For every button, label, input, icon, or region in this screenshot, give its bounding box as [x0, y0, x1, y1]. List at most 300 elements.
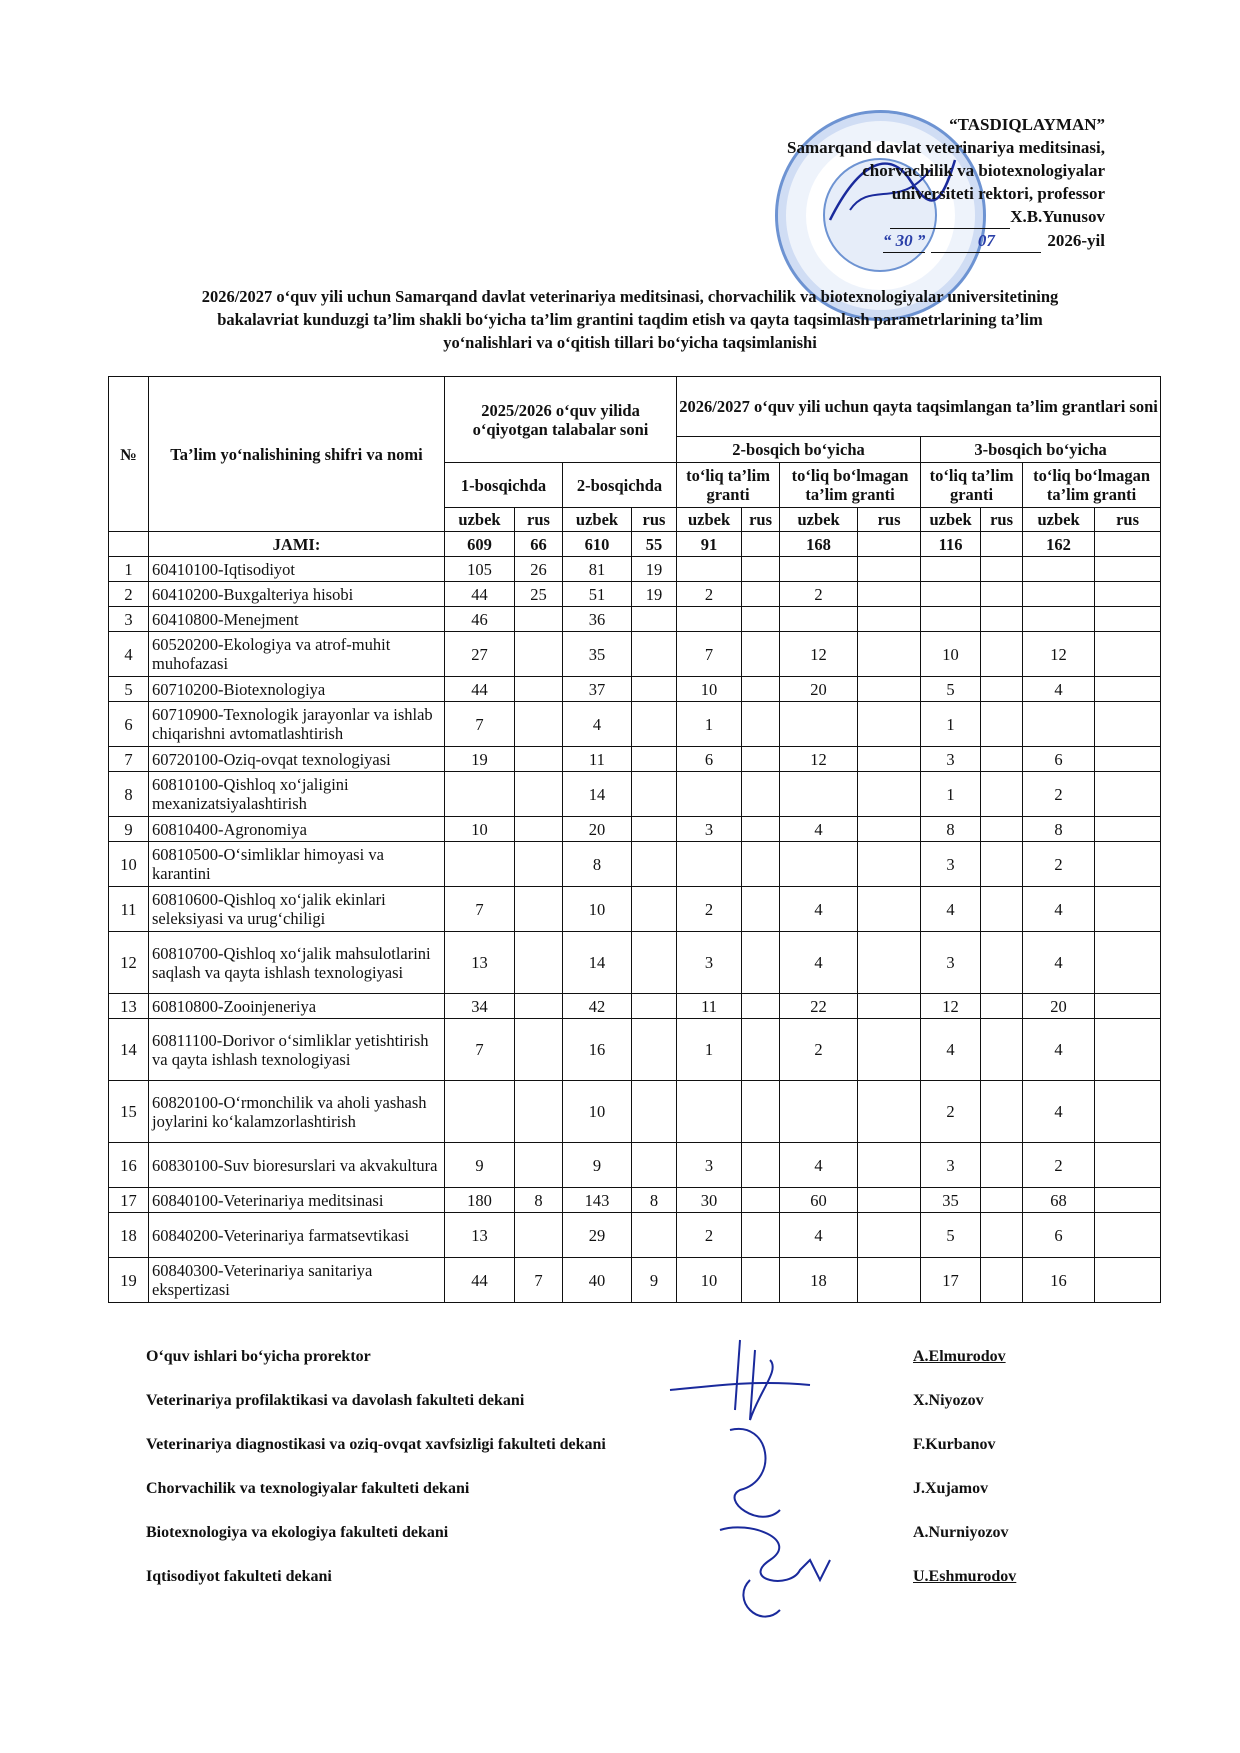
row-number: 4: [109, 632, 149, 677]
value-cell: [632, 607, 677, 632]
table-row: [109, 842, 1161, 887]
row-number: 11: [109, 887, 149, 932]
value-cell: 2: [780, 582, 858, 607]
table-row: [109, 1143, 1161, 1188]
value-cell: [1095, 932, 1161, 994]
row-number: 16: [109, 1143, 149, 1188]
value-cell: [742, 994, 780, 1019]
value-cell: [1095, 607, 1161, 632]
value-cell: [1095, 1019, 1161, 1081]
value-cell: 68: [1023, 1188, 1095, 1213]
value-cell: 4: [1023, 1081, 1095, 1143]
program-name: 60410200-Buxgalteriya hisobi: [149, 582, 445, 607]
value-cell: [742, 677, 780, 702]
signatory-name: F.Kurbanov: [913, 1436, 996, 1453]
value-cell: [1095, 1081, 1161, 1143]
value-cell: 8: [1023, 817, 1095, 842]
value-cell: [677, 1081, 742, 1143]
value-cell: 4: [921, 1019, 981, 1081]
value-cell: [858, 1213, 921, 1258]
value-cell: 4: [1023, 932, 1095, 994]
table-row: [109, 1188, 1161, 1213]
value-cell: [515, 677, 563, 702]
value-cell: 4: [1023, 887, 1095, 932]
table-row: [109, 607, 1161, 632]
value-cell: 46: [445, 607, 515, 632]
value-cell: 30: [677, 1188, 742, 1213]
value-cell: 2: [1023, 842, 1095, 887]
value-cell: [858, 1019, 921, 1081]
program-name: 60840200-Veterinariya farmatsevtikasi: [149, 1213, 445, 1258]
value-cell: [515, 747, 563, 772]
value-cell: [1095, 747, 1161, 772]
row-number: 15: [109, 1081, 149, 1143]
value-cell: 12: [780, 632, 858, 677]
program-name: 60710900-Texnologik jarayonlar va ishlab chiqarishni avtomatlashtirish: [149, 702, 445, 747]
program-name: 60810400-Agronomiya: [149, 817, 445, 842]
value-cell: [858, 557, 921, 582]
header-lang-rus: rus: [1095, 508, 1161, 532]
value-cell: 22: [780, 994, 858, 1019]
header-by-stage-3: 3-bosqich bo‘yicha: [921, 437, 1161, 463]
value-cell: [1095, 994, 1161, 1019]
signatory-name: A.Nurniyozov: [913, 1524, 1009, 1541]
value-cell: [1095, 582, 1161, 607]
value-cell: 7: [445, 702, 515, 747]
value-cell: [1095, 702, 1161, 747]
header-lang-uzbek: uzbek: [921, 508, 981, 532]
value-cell: 3: [677, 932, 742, 994]
value-cell: 14: [563, 772, 632, 817]
value-cell: 16: [563, 1019, 632, 1081]
value-cell: 20: [563, 817, 632, 842]
row-number: 5: [109, 677, 149, 702]
value-cell: [1095, 1188, 1161, 1213]
value-cell: [858, 932, 921, 994]
header-lang-rus: rus: [632, 508, 677, 532]
header-redistributed-grants: 2026/2027 o‘quv yili uchun qayta taqsimlangan ta’lim grantlari soni: [677, 377, 1161, 437]
value-cell: [858, 817, 921, 842]
value-cell: [515, 632, 563, 677]
value-cell: [1095, 887, 1161, 932]
value-cell: [632, 994, 677, 1019]
value-cell: 40: [563, 1258, 632, 1303]
value-cell: 4: [780, 1213, 858, 1258]
value-cell: 7: [677, 632, 742, 677]
value-cell: 17: [921, 1258, 981, 1303]
approval-block: [760, 113, 1105, 253]
value-cell: [515, 994, 563, 1019]
header-stage-1: 1-bosqichda: [445, 463, 563, 508]
value-cell: 26: [515, 557, 563, 582]
value-cell: [858, 842, 921, 887]
program-name: 60840100-Veterinariya meditsinasi: [149, 1188, 445, 1213]
value-cell: [742, 1258, 780, 1303]
value-cell: [981, 772, 1023, 817]
value-cell: [1095, 1258, 1161, 1303]
signatory-name: J.Xujamov: [913, 1480, 989, 1497]
value-cell: [858, 772, 921, 817]
signatory-name: X.Niyozov: [913, 1392, 984, 1409]
value-cell: 36: [563, 607, 632, 632]
row-number: 13: [109, 994, 149, 1019]
value-cell: 35: [921, 1188, 981, 1213]
value-cell: 37: [563, 677, 632, 702]
value-cell: 4: [921, 887, 981, 932]
value-cell: [981, 632, 1023, 677]
value-cell: [981, 994, 1023, 1019]
program-name: 60840300-Veterinariya sanitariya ekspertizasi: [149, 1258, 445, 1303]
value-cell: 2: [677, 1213, 742, 1258]
value-cell: [515, 702, 563, 747]
signatory-role: Biotexnologiya va ekologiya fakulteti dekani: [146, 1524, 449, 1541]
value-cell: 29: [563, 1213, 632, 1258]
value-cell: [742, 582, 780, 607]
value-cell: [981, 557, 1023, 582]
signature-row: [146, 1348, 1106, 1372]
title-line-2: bakalavriat kunduzgi ta’lim shakli bo‘yicha ta’lim grantini taqdim etish va qayta taqsimlash parametrlarining ta’lim: [217, 310, 1043, 329]
value-cell: [742, 632, 780, 677]
program-name: 60710200-Biotexnologiya: [149, 677, 445, 702]
value-cell: 11: [563, 747, 632, 772]
row-number: 2: [109, 582, 149, 607]
value-cell: [632, 842, 677, 887]
value-cell: [515, 817, 563, 842]
program-name: 60820100-O‘rmonchilik va aholi yashash joylarini ko‘kalamzorlashtirish: [149, 1081, 445, 1143]
signatory-role: O‘quv ishlari bo‘yicha prorektor: [146, 1348, 371, 1365]
value-cell: [981, 817, 1023, 842]
value-cell: [742, 557, 780, 582]
value-cell: 35: [563, 632, 632, 677]
approval-year: 2026-yil: [1047, 231, 1105, 250]
value-cell: [515, 842, 563, 887]
value-cell: 1: [921, 702, 981, 747]
table-row: [109, 887, 1161, 932]
value-cell: [921, 582, 981, 607]
table-row: [109, 1081, 1161, 1143]
value-cell: 25: [515, 582, 563, 607]
value-cell: [981, 1188, 1023, 1213]
table-row: [109, 747, 1161, 772]
value-cell: [515, 772, 563, 817]
total-cell: 66: [515, 532, 563, 557]
value-cell: 8: [563, 842, 632, 887]
title-line-1: 2026/2027 o‘quv yili uchun Samarqand davlat veterinariya meditsinasi, chorvachilik va biotexnologiyalar universitetining: [201, 287, 1059, 306]
value-cell: 10: [677, 1258, 742, 1303]
value-cell: 20: [1023, 994, 1095, 1019]
value-cell: [445, 772, 515, 817]
value-cell: [632, 1081, 677, 1143]
grant-distribution-table: [108, 376, 1161, 1303]
table-row: [109, 994, 1161, 1019]
program-name: 60810500-O‘simliklar himoyasi va karantini: [149, 842, 445, 887]
row-number: 17: [109, 1188, 149, 1213]
value-cell: 4: [780, 932, 858, 994]
total-cell: 610: [563, 532, 632, 557]
value-cell: [742, 1081, 780, 1143]
value-cell: 11: [677, 994, 742, 1019]
value-cell: [632, 1019, 677, 1081]
total-row: [109, 532, 1161, 557]
value-cell: [981, 702, 1023, 747]
value-cell: 180: [445, 1188, 515, 1213]
value-cell: [780, 702, 858, 747]
value-cell: 3: [921, 842, 981, 887]
value-cell: [632, 887, 677, 932]
signature-row: [146, 1524, 1106, 1548]
row-number: 3: [109, 607, 149, 632]
value-cell: [921, 607, 981, 632]
value-cell: 7: [445, 1019, 515, 1081]
signatory-name: A.Elmurodov: [913, 1348, 1006, 1365]
value-cell: 4: [780, 1143, 858, 1188]
value-cell: [780, 607, 858, 632]
value-cell: [742, 842, 780, 887]
row-number: 14: [109, 1019, 149, 1081]
value-cell: [981, 1019, 1023, 1081]
approval-signer-line: [760, 205, 1105, 229]
value-cell: [981, 747, 1023, 772]
value-cell: 6: [677, 747, 742, 772]
value-cell: [742, 1188, 780, 1213]
value-cell: 51: [563, 582, 632, 607]
value-cell: 7: [445, 887, 515, 932]
value-cell: 12: [780, 747, 858, 772]
value-cell: [1095, 632, 1161, 677]
value-cell: [981, 1258, 1023, 1303]
table-row: [109, 702, 1161, 747]
value-cell: 4: [780, 887, 858, 932]
table-row: [109, 932, 1161, 994]
signatory-role: Iqtisodiyot fakulteti dekani: [146, 1568, 332, 1585]
value-cell: 18: [780, 1258, 858, 1303]
value-cell: [780, 1081, 858, 1143]
value-cell: 9: [445, 1143, 515, 1188]
value-cell: [677, 772, 742, 817]
value-cell: [742, 887, 780, 932]
approval-line-3: universiteti rektori, professor: [891, 184, 1105, 203]
header-lang-uzbek: uzbek: [780, 508, 858, 532]
signatory-role: Chorvachilik va texnologiyalar fakulteti dekani: [146, 1480, 470, 1497]
program-name: 60520200-Ekologiya va atrof-muhit muhofazasi: [149, 632, 445, 677]
approval-line-2: chorvachilik va biotexnologiyalar: [862, 161, 1105, 180]
value-cell: [632, 747, 677, 772]
value-cell: [1095, 842, 1161, 887]
value-cell: [858, 1258, 921, 1303]
value-cell: 8: [515, 1188, 563, 1213]
header-lang-rus: rus: [742, 508, 780, 532]
value-cell: [981, 1213, 1023, 1258]
total-cell: [858, 532, 921, 557]
signatory-role: Veterinariya profilaktikasi va davolash fakulteti dekani: [146, 1392, 525, 1409]
total-cell: [1095, 532, 1161, 557]
value-cell: [858, 677, 921, 702]
signature-row: [146, 1436, 1106, 1460]
value-cell: [780, 557, 858, 582]
value-cell: 44: [445, 677, 515, 702]
value-cell: 2: [921, 1081, 981, 1143]
value-cell: 105: [445, 557, 515, 582]
header-lang-rus: rus: [858, 508, 921, 532]
value-cell: [858, 607, 921, 632]
value-cell: [981, 1143, 1023, 1188]
value-cell: 13: [445, 932, 515, 994]
value-cell: [742, 1213, 780, 1258]
value-cell: [515, 887, 563, 932]
value-cell: 3: [921, 1143, 981, 1188]
row-number: 7: [109, 747, 149, 772]
value-cell: [632, 932, 677, 994]
value-cell: 2: [677, 887, 742, 932]
value-cell: 8: [632, 1188, 677, 1213]
table-row: [109, 1213, 1161, 1258]
value-cell: 1: [677, 1019, 742, 1081]
value-cell: [981, 607, 1023, 632]
table-row: [109, 1258, 1161, 1303]
header-stage-2: 2-bosqichda: [563, 463, 677, 508]
value-cell: [858, 632, 921, 677]
value-cell: [921, 557, 981, 582]
total-label: JAMI:: [149, 532, 445, 557]
title-line-3: yo‘nalishlari va o‘qitish tillari bo‘yicha taqsimlanishi: [443, 333, 817, 352]
value-cell: [981, 842, 1023, 887]
total-cell: 55: [632, 532, 677, 557]
value-cell: 2: [1023, 1143, 1095, 1188]
program-name: 60410800-Menejment: [149, 607, 445, 632]
value-cell: [742, 772, 780, 817]
value-cell: [1023, 582, 1095, 607]
value-cell: 2: [1023, 772, 1095, 817]
row-number: 18: [109, 1213, 149, 1258]
header-number: №: [109, 377, 149, 532]
table-row: [109, 817, 1161, 842]
table-row: [109, 582, 1161, 607]
value-cell: 12: [921, 994, 981, 1019]
value-cell: 34: [445, 994, 515, 1019]
value-cell: 5: [921, 1213, 981, 1258]
value-cell: [1095, 557, 1161, 582]
signatory-role: Veterinariya diagnostikasi va oziq-ovqat xavfsizligi fakulteti dekani: [146, 1436, 606, 1453]
value-cell: [742, 607, 780, 632]
value-cell: [858, 887, 921, 932]
total-cell: 116: [921, 532, 981, 557]
value-cell: 19: [632, 582, 677, 607]
value-cell: 3: [677, 1143, 742, 1188]
value-cell: [858, 702, 921, 747]
value-cell: [858, 582, 921, 607]
program-name: 60810100-Qishloq xo‘jaligini mexanizatsiyalashtirish: [149, 772, 445, 817]
value-cell: [515, 607, 563, 632]
value-cell: [981, 887, 1023, 932]
value-cell: 14: [563, 932, 632, 994]
value-cell: 2: [780, 1019, 858, 1081]
approval-signer: X.B.Yunusov: [1010, 207, 1105, 226]
value-cell: [1095, 817, 1161, 842]
value-cell: [1095, 772, 1161, 817]
table-row: [109, 772, 1161, 817]
table-row: [109, 632, 1161, 677]
value-cell: [858, 1143, 921, 1188]
value-cell: 9: [632, 1258, 677, 1303]
value-cell: 6: [1023, 747, 1095, 772]
value-cell: 1: [921, 772, 981, 817]
value-cell: [515, 1143, 563, 1188]
value-cell: [677, 557, 742, 582]
value-cell: [515, 1081, 563, 1143]
row-number: 6: [109, 702, 149, 747]
value-cell: 10: [677, 677, 742, 702]
value-cell: 3: [677, 817, 742, 842]
row-number: 10: [109, 842, 149, 887]
approval-month: 07: [931, 229, 1041, 253]
total-cell: 91: [677, 532, 742, 557]
value-cell: [677, 607, 742, 632]
value-cell: [742, 817, 780, 842]
value-cell: 19: [632, 557, 677, 582]
program-name: 60410100-Iqtisodiyot: [149, 557, 445, 582]
program-name: 60810800-Zooinjeneriya: [149, 994, 445, 1019]
value-cell: 60: [780, 1188, 858, 1213]
row-number: 9: [109, 817, 149, 842]
header-lang-uzbek: uzbek: [563, 508, 632, 532]
row-number: 19: [109, 1258, 149, 1303]
value-cell: 20: [780, 677, 858, 702]
header-by-stage-2: 2-bosqich bo‘yicha: [677, 437, 921, 463]
value-cell: [981, 677, 1023, 702]
value-cell: [632, 632, 677, 677]
header-lang-rus: rus: [515, 508, 563, 532]
value-cell: [858, 747, 921, 772]
signature-row: [146, 1480, 1106, 1504]
program-name: 60810700-Qishloq xo‘jalik mahsulotlarini saqlash va qayta ishlash texnologiyasi: [149, 932, 445, 994]
total-cell: [981, 532, 1023, 557]
value-cell: [1095, 1213, 1161, 1258]
row-number: 1: [109, 557, 149, 582]
approval-day: “ 30 ”: [883, 229, 926, 253]
value-cell: 4: [1023, 677, 1095, 702]
value-cell: 27: [445, 632, 515, 677]
value-cell: [515, 932, 563, 994]
approval-date: [760, 229, 1105, 253]
total-cell: 609: [445, 532, 515, 557]
value-cell: [981, 932, 1023, 994]
value-cell: 143: [563, 1188, 632, 1213]
value-cell: 9: [563, 1143, 632, 1188]
value-cell: [742, 747, 780, 772]
value-cell: 6: [1023, 1213, 1095, 1258]
table-row: [109, 677, 1161, 702]
value-cell: [1023, 607, 1095, 632]
value-cell: 7: [515, 1258, 563, 1303]
value-cell: [1023, 702, 1095, 747]
value-cell: [858, 994, 921, 1019]
value-cell: [632, 1143, 677, 1188]
value-cell: [981, 582, 1023, 607]
header-lang-rus: rus: [981, 508, 1023, 532]
value-cell: 44: [445, 582, 515, 607]
value-cell: 4: [1023, 1019, 1095, 1081]
value-cell: [742, 1019, 780, 1081]
header-lang-uzbek: uzbek: [1023, 508, 1095, 532]
approval-heading: “TASDIQLAYMAN”: [949, 115, 1105, 134]
signature-row: [146, 1568, 1106, 1592]
table-body: [109, 532, 1161, 1303]
signature-row: [146, 1392, 1106, 1416]
value-cell: [1095, 677, 1161, 702]
row-number: 12: [109, 932, 149, 994]
value-cell: 4: [563, 702, 632, 747]
value-cell: 12: [1023, 632, 1095, 677]
